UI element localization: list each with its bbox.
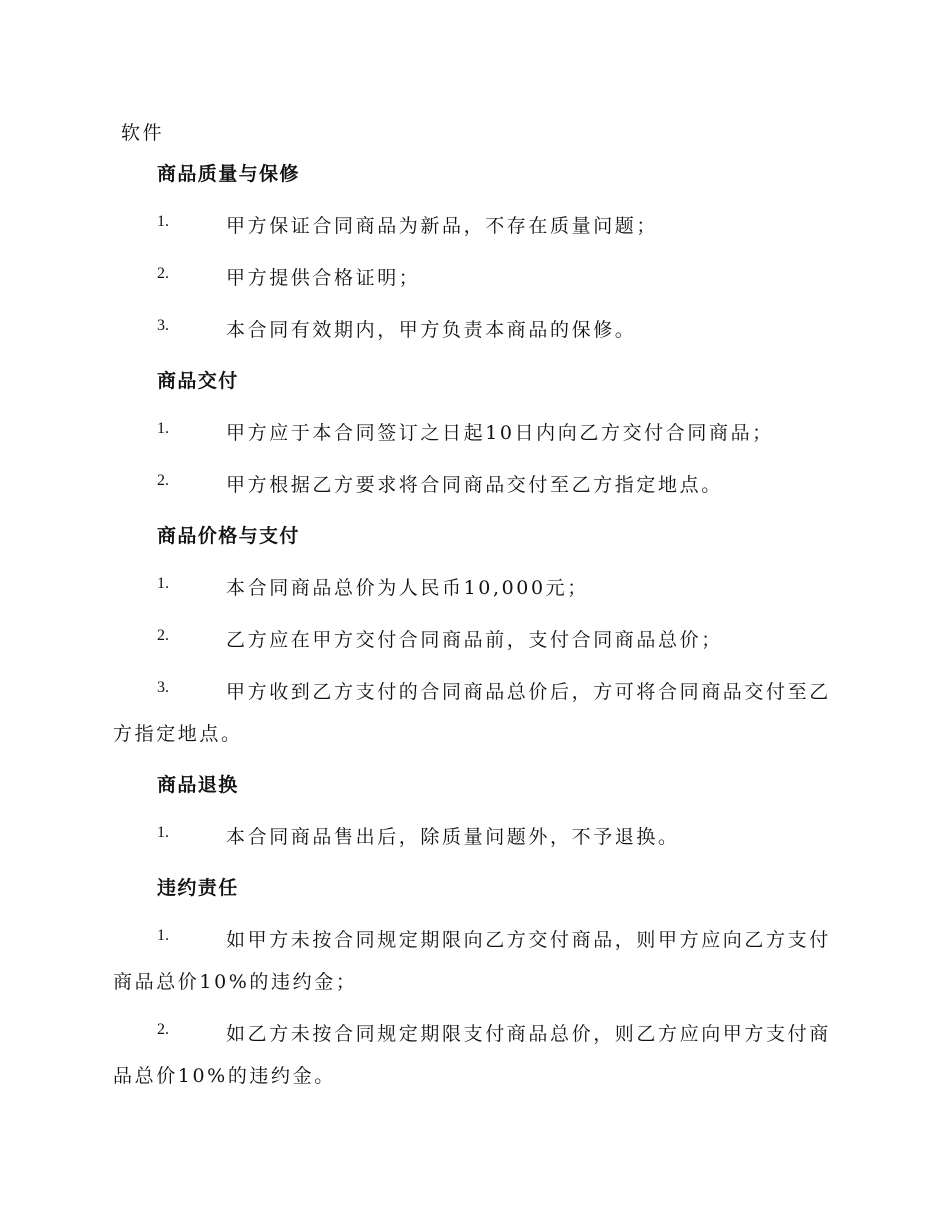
section-heading: 商品交付 [157, 370, 239, 392]
list-item-text: 本合同商品售出后，除质量问题外，不予退换。 [226, 826, 680, 848]
list-number: 2. [157, 1021, 169, 1038]
list-item-text: 甲方根据乙方要求将合同商品交付至乙方指定地点。 [226, 474, 723, 496]
list-item-continuation: 品总价10%的违约金。 [113, 1065, 336, 1087]
list-item-text: 如甲方未按合同规定期限向乙方交付商品，则甲方应向乙方支付 [226, 929, 831, 951]
list-item-text: 本合同商品总价为人民币10,000元； [226, 577, 589, 599]
list-number: 1. [157, 213, 169, 230]
list-item-continuation: 方指定地点。 [113, 723, 243, 745]
list-item-text: 甲方应于本合同签订之日起10日内向乙方交付合同商品； [226, 422, 774, 444]
list-number: 3. [157, 679, 169, 696]
list-number: 2. [157, 265, 169, 282]
list-number: 1. [157, 824, 169, 841]
list-item-text: 乙方应在甲方交付合同商品前，支付合同商品总价； [226, 629, 723, 651]
top-word: 软件 [121, 122, 165, 144]
list-item-text: 甲方保证合同商品为新品，不存在质量问题； [226, 215, 659, 237]
list-number: 2. [157, 472, 169, 489]
list-item-text: 甲方提供合格证明； [226, 267, 421, 289]
section-heading: 商品质量与保修 [157, 163, 300, 185]
section-heading: 商品价格与支付 [157, 525, 300, 547]
list-number: 1. [157, 420, 169, 437]
list-number: 1. [157, 575, 169, 592]
list-item-text: 本合同有效期内，甲方负责本商品的保修。 [226, 319, 637, 341]
list-item-text: 如乙方未按合同规定期限支付商品总价，则乙方应向甲方支付商 [226, 1023, 831, 1045]
list-number: 1. [157, 927, 169, 944]
list-item-continuation: 商品总价10%的违约金； [113, 971, 358, 993]
list-number: 2. [157, 627, 169, 644]
section-heading: 商品退换 [157, 774, 239, 796]
list-number: 3. [157, 317, 169, 334]
section-heading: 违约责任 [157, 877, 239, 899]
list-item-text: 甲方收到乙方支付的合同商品总价后，方可将合同商品交付至乙 [226, 681, 831, 703]
